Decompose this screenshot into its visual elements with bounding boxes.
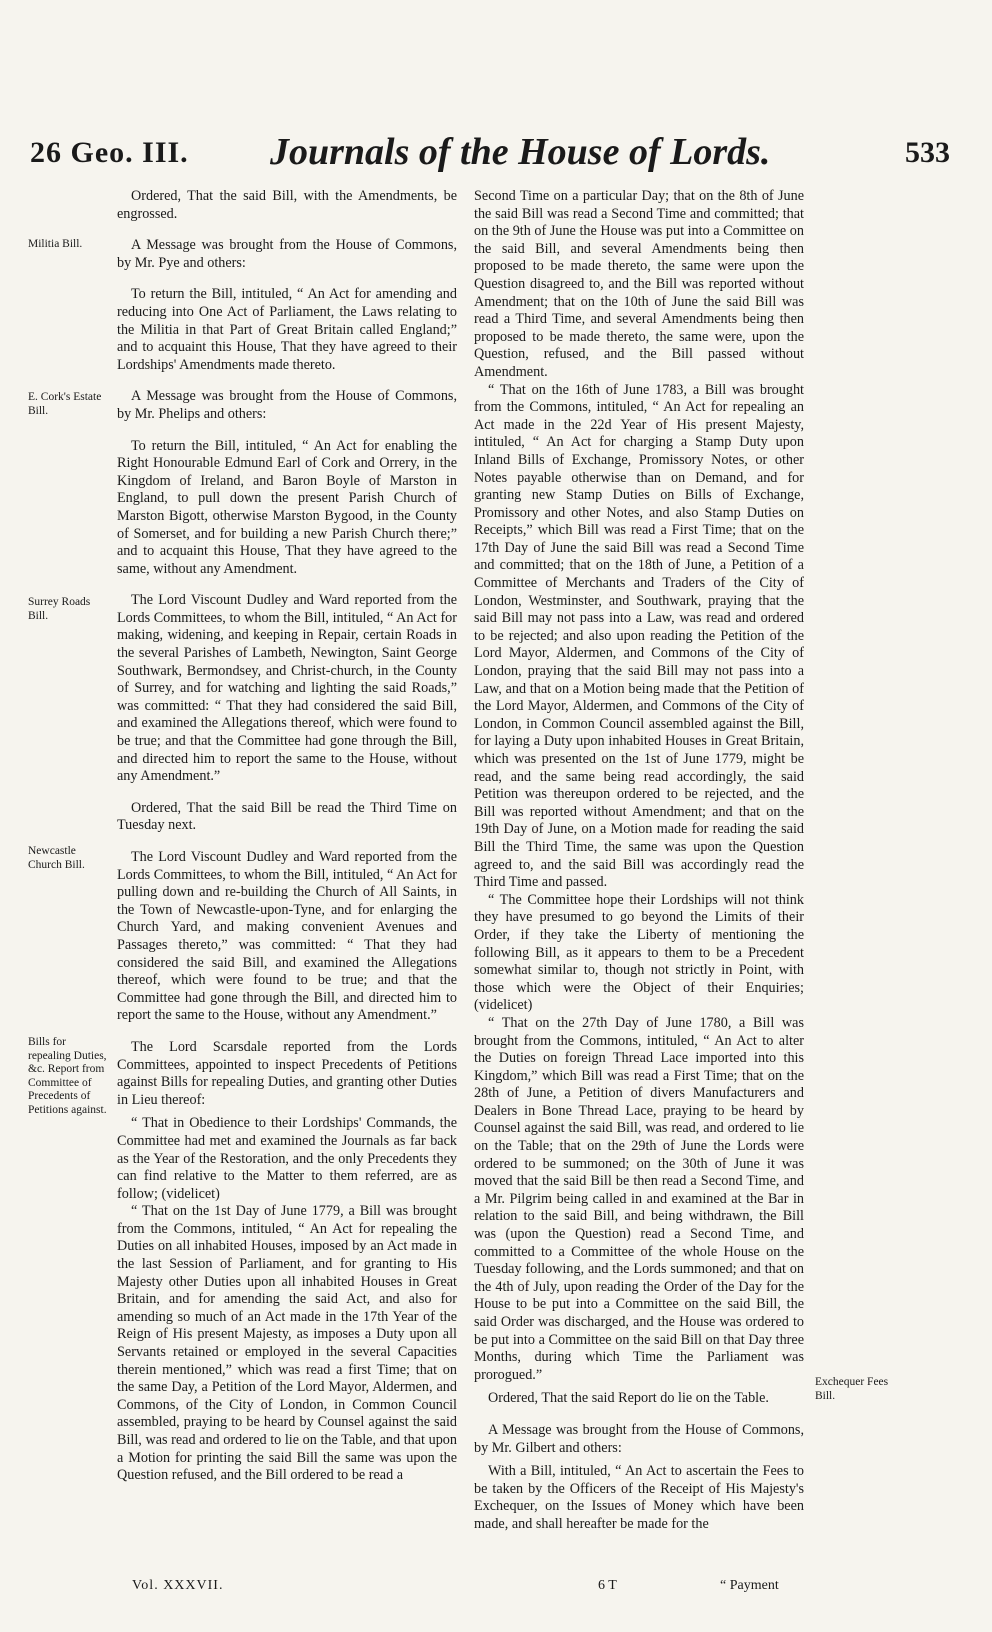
precedent-1779: “ That on the 1st Day of June 1779, a Bill was brought from the Commons, intituled, “ An Act for repealing the Duties on all inhabited Houses, imposed by an Act made in the last Session of Parliament, and for granting to His Majesty other Duties upon all inhabited Houses in Great Britain, and for amending the said Act, and also for amending so much of an Act made in the 17th Year of the Reign of His present Majesty, as imposes a Duty upon all Servants retained or employed in the several Capacities therein mentioned,” which was read a first Time; that on the same Day, a Petition of the Lord Mayor, Aldermen, and Commons, of the City of London, in Common Council assembled, praying to be heard by Counsel against the said Bill, was read and ordered to lie on the Table, and that upon a Motion for printing the said Bill the same was upon the Question refused, and the Bill ordered to be read a [117,1203,457,1484]
message-militia: A Message was brought from the House of Commons, by Mr. Pye and others: [117,237,457,271]
precedent-1783: “ That on the 16th of June 1783, a Bill was brought from the Commons, intituled, “ An Act for repealing an Act made in the 22d Year of His present Majesty, intituled, “ An Act for charging a Stamp Duty upon Inland Bills of Exchange, Promissory Notes, or other Notes payable otherwise than on Demand, and for granting new Stamp Duties on Bills of Exchange, Promissory and other Notes, and also Stamp Duties on Receipts,” which Bill was read a First Time; that on the 17th Day of June the said Bill was read a Second Time and committed; that on the 18th of June, a Petition of a Committee of Merchants and Traders of the City of London, Westminster, and Southwark, praying that the said Bill may not pass into a Law, was read and ordered to be rejected; and also upon reading the Petition of the Lord Mayor, Aldermen, and Commons of the City of London, praying that the said Bill may not pass into a Law, and that on a Motion being made that the Petition of the Lord Mayor, Aldermen, and Commons of the City of London, in Common Council assembled against the Bill, for laying a Duty upon inhabited Houses in Great Britain, which was presented on the 1st of June 1779, might be read, and the same being read accordingly, the said Petition was thereupon ordered to be rejected, and the Bill was reported without Amendment; and that on the 19th Day of June, on a Motion made for reading the said Bill the Third Time, the same was upon the Question agreed to, and the said Bill was accordingly read the Third Time and passed. [474,381,804,891]
margin-note-surrey: Surrey Roads Bill. [28,596,91,622]
margin-note-cork: E. Cork's Estate Bill. [28,391,102,417]
page-header [30,131,950,186]
report-surrey-roads: The Lord Viscount Dudley and Ward reported from the Lords Committees, to whom the Bill, intituled, “ An Act for making, widening, and keeping in Repair, certain Roads in the several Parishes of Lambeth, Newington, Saint George Southwark, Bermondsey, and Christ-church, in the County of Surrey, and for watching and lighting the said Roads,” was committed: “ That they had considered the said Bill, and examined the Allegations thereof, which were found to be true; and that the Committee had gone through the Bill, and directed him to report the same to the House, without any Amendment.” [117,592,457,785]
return-cork-bill: To return the Bill, intituled, “ An Act for enabling the Right Honourable Edmund Earl of Cork and Orrery, in the Kingdom of Ireland, and Baron Boyle of Marston in England, to pull down the present Parish Church of Marston Bigott, otherwise Marston Bygood, in the County of Somerset, and for building a new Parish Church there;” and to acquaint this House, That they have agreed to the same, without any Amendment. [117,437,457,577]
page-number: 533 [905,136,950,169]
signature-mark: 6 T [598,1578,617,1593]
journal-title: Journals of the House of Lords. [270,131,771,173]
margin-note-newcastle: Newcastle Church Bill. [28,845,85,871]
return-militia-bill: To return the Bill, intituled, “ An Act for amending and reducing into One Act of Parliament, the Laws relating to the Militia in that Part of Great Britain called England;” and to acquaint this House, That they have agreed to their Lordships' Amendments made thereto. [117,286,457,373]
precedents-intro: “ That in Obedience to their Lordships' Commands, the Committee had met and examined the Journals as far back as the Year of the Restoration, and the only Precedents they can find relative to the Matter to them referred, are as follow; (videlicet) [117,1115,457,1202]
margin-note-militia: Militia Bill. [28,238,83,250]
order-report-table: Ordered, That the said Report do lie on the Table. [488,1390,769,1407]
margin-note-duties: Bills for repealing Duties, &c. Report from Committee of Precedents of Petitions against. [28,1036,107,1116]
committee-hope: “ The Committee hope their Lordships will not think they have presumed to go beyond the Limits of their Order, if they take the Liberty of mentioning the following Bill, as it appears to them to be a Precedent somewhat similar to, though not strictly in Point, with those which were the Object of their Enquiries; (videlicet) [474,891,804,1014]
exchequer-fees-bill: With a Bill, intituled, “ An Act to ascertain the Fees to be taken by the Officers of the Receipt of His Majesty's Exchequer, on the Issues of Money which have been made, and shall hereafter be made for the [474,1463,804,1532]
order-engrossed: Ordered, That the said Bill, with the Amendments, be engrossed. [117,188,457,222]
report-scarsdale: The Lord Scarsdale reported from the Lords Committees, appointed to inspect Precedents of Petitions against Bills for repealing Duties, and granting other Duties in Lieu thereof: [117,1038,457,1108]
message-gilbert: A Message was brought from the House of Commons, by Mr. Gilbert and others: [474,1421,804,1456]
regnal-year: 26 Geo. III. [30,136,189,169]
precedent-1780: “ That on the 27th Day of June 1780, a Bill was brought from the Commons, intituled, “ An Act to alter the Duties on foreign Thread Lace imported into this Kingdom,” which Bill was read a First Time; that on the 28th of June, a Petition of divers Manufacturers and Dealers in Bone Thread Lace, praying to be heard by Counsel against the said Bill, was read, and ordered to lie on the Table; that on the 29th of June the Lords were ordered to be summoned; on the 30th of June it was moved that the said Bill be then read a Second Time, and a Mr. Pilgrim being called in and examined at the Bar in relation to the said Bill, and being withdrawn, the Bill was (upon the Question) read a Second Time, and committed to a Committee of the whole House on the Tuesday following, and the Lords summoned; and that on the 4th of July, upon reading the Order of the Day for the House to be put into a Committee on the said Bill, the said Order was discharged, and the House was ordered to be put into a Committee on the said Bill on that Day three Months, during which Time the Parliament was prorogued.” [474,1014,804,1383]
margin-note-exchequer: Exchequer Fees Bill. [815,1376,889,1402]
left-column [117,188,457,1485]
report-newcastle-church: The Lord Viscount Dudley and Ward reported from the Lords Committees, to whom the Bill, intituled, “ An Act for pulling down and re-building the Church of All Saints, in the Town of Newcastle-upon-Tyne, and for enlarging the Church Yard, and making convenient Avenues and Passages thereto,” was committed: “ That they had considered the said Bill, and examined the Allegations thereof, which were found to be true; and that the Committee had gone through the Bill, and directed him to report the same to the House, without any Amendment.” [117,849,457,1024]
volume-label: Vol. XXXVII. [132,1578,224,1593]
message-cork: A Message was brought from the House of Commons, by Mr. Phelips and others: [117,388,457,422]
precedent-1779-continued: Second Time on a particular Day; that on the 8th of June the said Bill was read a Second Time and committed; that on the 9th of June the House was put into a Committee on the said Bill, and several Amendments being then proposed to be made thereto, the same were upon the Question disagreed to, and the Bill was reported without Amendment; that on the 10th of June the said Bill was read a Third Time, and several Amendments being then proposed to be made thereto, the same were, upon the Question, refused, and the Bill passed without Amendment. [474,188,804,380]
catchword: “ Payment [720,1578,779,1593]
right-column [474,188,804,1534]
order-third-time: Ordered, That the said Bill be read the Third Time on Tuesday next. [117,799,457,834]
